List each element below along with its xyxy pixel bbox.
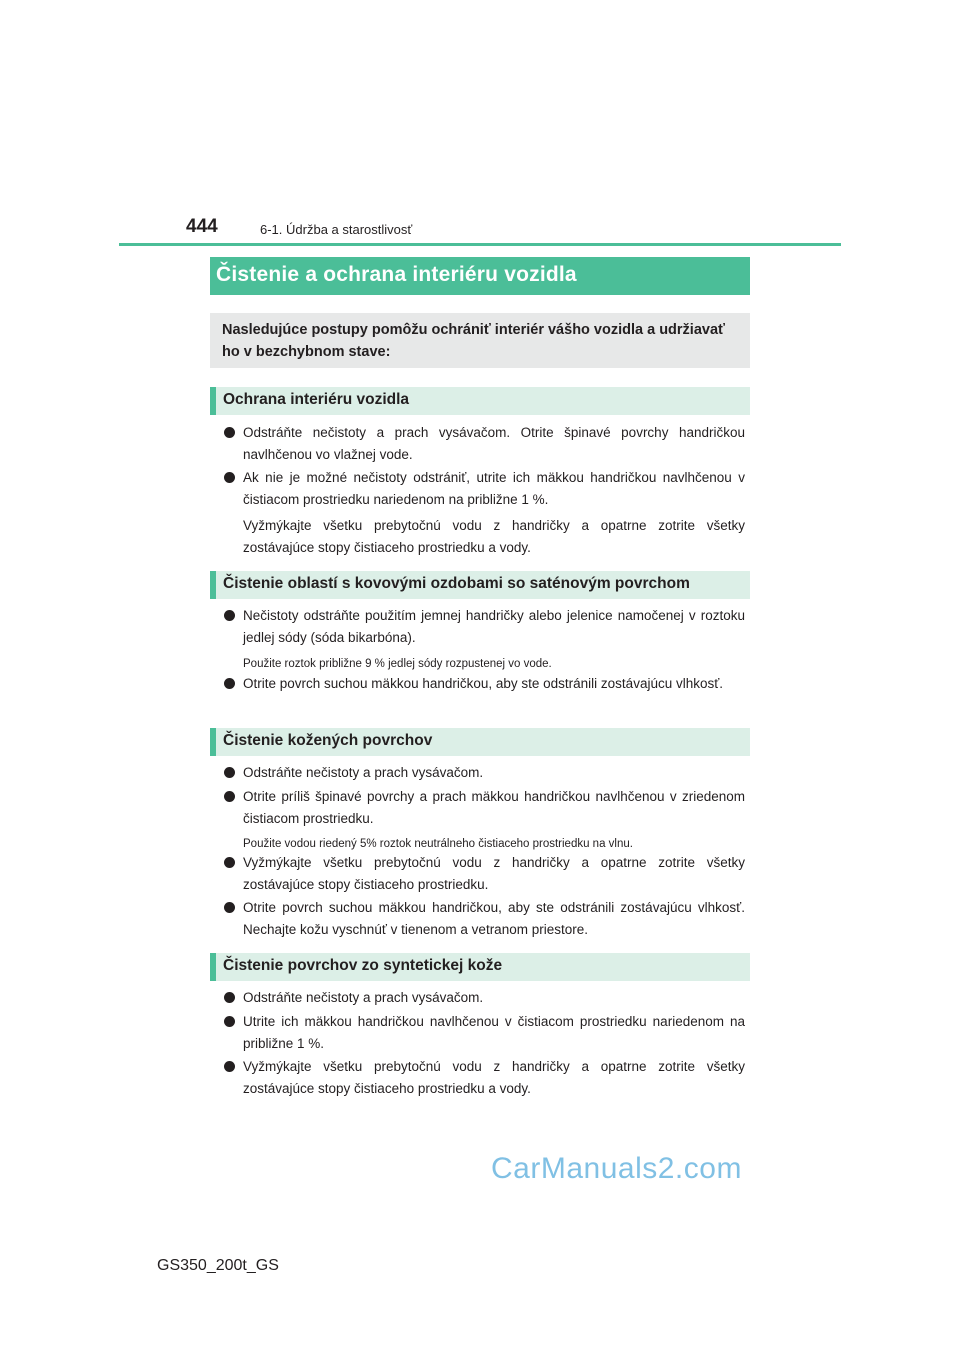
intro-box: Nasledujúce postupy pomôžu ochrániť interiér vášho vozidla a udržiavať ho v bezchybnom stave: [210, 313, 750, 368]
bullet-icon [224, 1061, 235, 1072]
list-item [224, 605, 745, 649]
section-heading-leather: Čistenie kožených povrchov [210, 728, 750, 756]
list-item [224, 987, 745, 1009]
list-item [224, 786, 745, 830]
bullet-icon [224, 1016, 235, 1027]
list-item [224, 467, 745, 511]
note-text: Použite vodou riedený 5% roztok neutrálneho čistiaceho prostriedku na vlnu. [243, 838, 633, 850]
bullet-icon [224, 791, 235, 802]
list-item [224, 852, 745, 896]
watermark: CarManuals2.com [491, 1152, 742, 1185]
bullet-icon [224, 610, 235, 621]
list-item-text: Vyžmýkajte všetku prebytočnú vodu z handričky a opatrne zotrite všetky zostávajúce stopy čistiaceho prostriedku a vody. [243, 1059, 745, 1096]
continuation-text: Vyžmýkajte všetku prebytočnú vodu z handričky a opatrne zotrite všetky zostávajúce stopy čistiaceho prostriedku a vody. [243, 518, 745, 555]
list-item-continuation [224, 515, 745, 559]
section-heading-synthetic-leather: Čistenie povrchov zo syntetickej kože [210, 953, 750, 981]
page-number: 444 [186, 216, 218, 237]
footer-model-code: GS350_200t_GS [157, 1257, 279, 1274]
bullet-icon [224, 857, 235, 868]
list-item-text: Ak nie je možné nečistoty odstrániť, utrite ich mäkkou handričkou navlhčenou v čistiacom prostriedku nariedenom na približne 1 %. [243, 470, 745, 507]
list-item-text: Otrite povrch suchou mäkkou handričkou, aby ste odstránili zostávajúcu vlhkosť. [243, 676, 724, 691]
header-rule [119, 243, 841, 246]
bullet-icon [224, 992, 235, 1003]
bullet-icon [224, 902, 235, 913]
list-item [224, 897, 745, 941]
bullet-icon [224, 427, 235, 438]
list-item [224, 1056, 745, 1100]
section-heading-interior-protection: Ochrana interiéru vozidla [210, 387, 750, 415]
list-item-text: Nečistoty odstráňte použitím jemnej handričky alebo jelenice namočenej v roztoku jedlej sódy (sóda bikarbóna). [243, 608, 745, 645]
chapter-title: 6-1. Údržba a starostlivosť [260, 222, 413, 237]
bullet-icon [224, 472, 235, 483]
bullet-icon [224, 678, 235, 689]
list-item-text: Utrite ich mäkkou handričkou navlhčenou v čistiacom prostriedku nariedenom na približne 1 %. [243, 1014, 745, 1051]
note-text: Použite roztok približne 9 % jedlej sódy rozpustenej vo vode. [243, 658, 552, 670]
list-item-text: Odstráňte nečistoty a prach vysávačom. [243, 990, 484, 1005]
list-item [224, 422, 745, 466]
list-item-text: Vyžmýkajte všetku prebytočnú vodu z handričky a opatrne zotrite všetky zostávajúce stopy čistiaceho prostriedku. [243, 855, 745, 892]
bullet-icon [224, 767, 235, 778]
page-title: Čistenie a ochrana interiéru vozidla [210, 257, 750, 295]
list-item-text: Odstráňte nečistoty a prach vysávačom. [243, 765, 484, 780]
list-item-text: Otrite príliš špinavé povrchy a prach mäkkou handričkou navlhčenou v zriedenom čistiacom prostriedku. [243, 789, 745, 826]
list-item [224, 762, 745, 784]
list-item-text: Otrite povrch suchou mäkkou handričkou, aby ste odstránili zostávajúcu vlhkosť. Nechajte kožu vyschnúť v tienenom a vetranom priestore. [243, 900, 745, 937]
list-item [224, 1011, 745, 1055]
list-item [224, 673, 745, 695]
list-item-text: Odstráňte nečistoty a prach vysávačom. Otrite špinavé povrchy handričkou navlhčenou vo vlažnej vode. [243, 425, 745, 462]
section-heading-satin-metal: Čistenie oblastí s kovovými ozdobami so saténovým povrchom [210, 571, 750, 599]
